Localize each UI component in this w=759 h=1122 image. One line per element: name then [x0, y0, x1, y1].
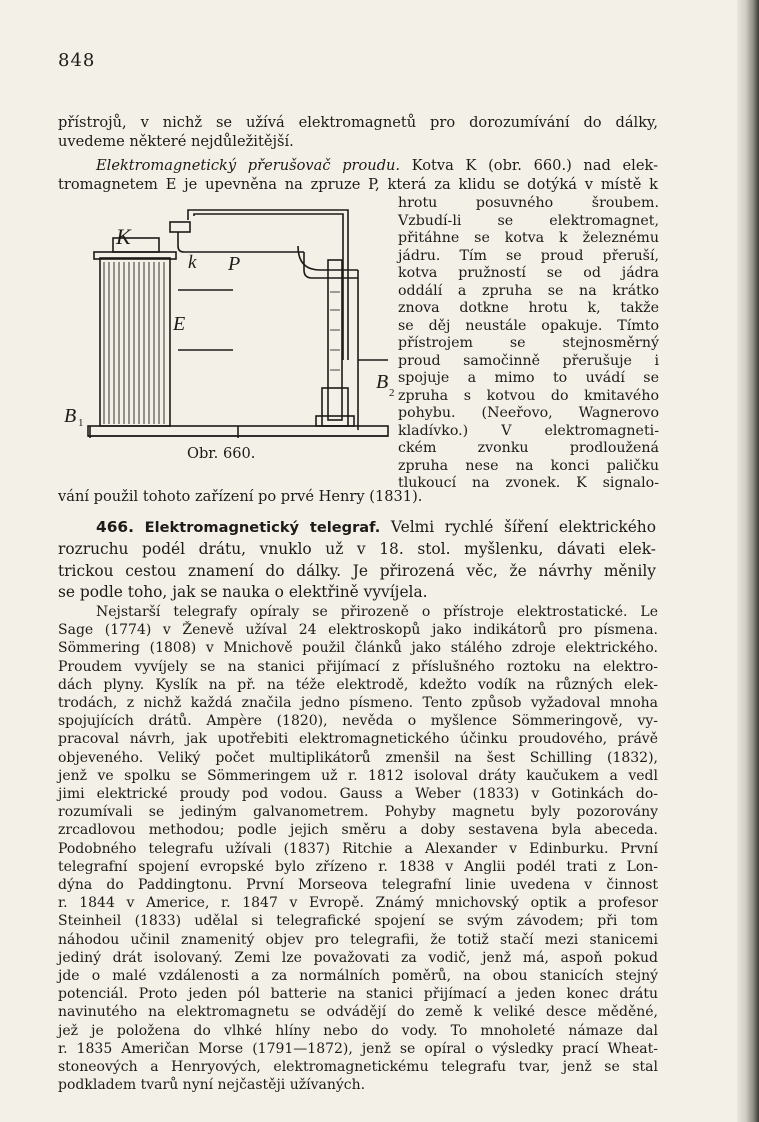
- text-line: Nejstarší telegrafy opíraly se přirozeně o přístroje elektrostatické. Le: [96, 604, 658, 620]
- text-line: Podobného telegrafu užívali (1837) Ritchie a Alexander v Edinburku. První: [58, 840, 658, 857]
- text-line: oddálí a zpruha se na krátko: [398, 282, 659, 299]
- text-line: kladívko.) V elektromagneti-: [398, 422, 659, 439]
- text-line: trodách, z nichž každá značila jedno písmeno. Tento způsob vyžadoval mnoha: [58, 695, 658, 712]
- text-line: Proudem vyvíjely se na stanici přijímací z příslušného roztoku na elektro-: [58, 658, 658, 675]
- text-line: objeveného. Veliký počet multiplikátorů zmenšil na šest Schilling (1832),: [58, 749, 658, 766]
- figure-label-k: k: [188, 252, 197, 273]
- text-line: proud samočinně přerušuje i: [398, 352, 659, 369]
- interrupter-heading-lines: [58, 156, 658, 194]
- figure-caption: Obr. 660.: [187, 445, 256, 462]
- text-line: Sage (1774) v Ženevě užíval 24 elektroskopů jako indikátorů pro písmena.: [58, 622, 658, 639]
- text-line: tromagnetem E je upevněna na zpruze P, která za klidu se dotýká v místě k: [58, 176, 658, 193]
- text-line: dýna do Paddingtonu. První Morseova telegrafní linie uvedena v činnost: [58, 877, 658, 894]
- text-line: se podle toho, jak se nauka o elektřině vyvíjela.: [58, 583, 428, 601]
- text-line: zpruha nese na konci paličku: [398, 457, 659, 474]
- text-line: hrotu posuvného šroubem.: [398, 195, 659, 211]
- text-line: přitáhne se kotva k železnému: [398, 230, 659, 246]
- section-466: [96, 517, 656, 539]
- section-title: Elektromagnetický telegraf.: [144, 519, 381, 536]
- text-line: Vzbudí-li se elektromagnet,: [398, 212, 659, 229]
- text-line: telegrafní spojení evropské bylo zřízeno r. 1838 v Anglii podél trati z Lon-: [58, 858, 658, 875]
- text-line: dách plyny. Kyslík na př. na téže elektrodě, kdežto vodík na různých elek-: [58, 676, 658, 693]
- text-line: vání použil tohoto zařízení po prvé Henry (1831).: [58, 488, 423, 505]
- text-line: spojuje a mimo to uvádí se: [398, 370, 659, 386]
- text-line: jádru. Tím se proud přeruší,: [398, 247, 659, 264]
- text-line: jde o malé vzdálenosti a za normálních poměrů, na obou stanicích stejný: [58, 968, 658, 985]
- text-line: [96, 517, 656, 539]
- text-line: jež je položena do vlhké hlíny nebo do vody. To mnoholeté námaze dal: [58, 1022, 658, 1039]
- text-line: zpruha s kotvou do kmitavého: [398, 387, 659, 404]
- figure-660-interrupter-diagram: [58, 200, 398, 480]
- text-line: přístrojů, v nichž se užívá elektromagnetů pro dorozumívání do dálky,: [58, 114, 658, 131]
- text-line: jenž ve spolku se Sömmeringem už r. 1812 isoloval dráty kaučukem a vedl: [58, 767, 658, 784]
- interrupter-wrap-text: [398, 195, 659, 493]
- text-line: uvedeme některé nejdůležitější.: [58, 133, 294, 150]
- text-line: trickou cestou znamení do dálky. Je přirozená věc, že návrhy měnily: [58, 561, 656, 580]
- intro-paragraph: [58, 113, 658, 151]
- figure-label-B2: B: [376, 371, 389, 393]
- text-line: potenciál. Proto jeden pól batterie na stanici přijímací a jeden konec drátu: [58, 986, 658, 1003]
- text-line: náhodou učinil znamenitý objev pro telegrafii, že totiž stačí mezi stanicemi: [58, 931, 658, 948]
- telegraph-history-paragraph: [58, 603, 658, 1094]
- figure-label-K: K: [116, 224, 131, 249]
- text-fragment: Velmi rychlé šíření elektrického: [390, 518, 656, 536]
- page-number: 848: [58, 50, 96, 71]
- text-line: navinutého na elektromagnetu se odvádějí do země k veliké desce měděné,: [58, 1004, 658, 1021]
- text-line: zrcadlovou methodou; podle jejich směru a doby sestavena byla abeceda.: [58, 822, 658, 839]
- text-line: Sömmering (1808) v Mnichově použil článků jako stálého zdroje elektrického.: [58, 640, 658, 657]
- text-line: rozruchu podél drátu, vnuklo už v 18. stol. myšlenku, dávati elek-: [58, 540, 656, 558]
- text-line: jediný drát isolovaný. Zemi lze považovati za vodič, jenž má, aspoň pokud: [58, 949, 658, 966]
- figure-label-B1: B: [64, 405, 77, 427]
- text-fragment: Kotva K (obr. 660.) nad elek-: [411, 157, 659, 174]
- text-line: jimi elektrické proudy pod vodou. Gauss a Weber (1833) v Gotinkách do-: [58, 786, 658, 803]
- page-edge-shadow: [737, 0, 759, 1122]
- section-466-body: [58, 539, 656, 604]
- text-line: kotva pružností se od jádra: [398, 265, 659, 281]
- figure-label-P: P: [228, 253, 241, 275]
- text-line: tlukoucí na zvonek. K signalo-: [398, 475, 659, 491]
- text-line: rozumívali se jediným galvanometrem. Pohyby magnetu byly pozorovány: [58, 804, 658, 821]
- text-line: Steinheil (1833) udělal si telegrafické spojení se svým závodem; při tom: [58, 913, 658, 930]
- figure-label-B2-sub: 2: [389, 387, 395, 399]
- section-number: 466.: [96, 518, 134, 536]
- figure-label-B1-sub: 1: [78, 417, 84, 429]
- text-line: ckém zvonku prodloužená: [398, 440, 659, 456]
- text-line: spojujících drátů. Ampère (1820), nevěda o myšlence Sömmeringově, vy-: [58, 713, 658, 730]
- text-line: přístrojem se stejnosměrný: [398, 335, 659, 351]
- text-line: pohybu. (Neeřovo, Wagnerovo: [398, 405, 659, 421]
- interrupter-title: Elektromagnetický přerušovač proudu.: [96, 157, 401, 174]
- text-line: r. 1835 Američan Morse (1791—1872), jenž se opíral o výsledky prací Wheat-: [58, 1040, 658, 1057]
- text-line: [58, 156, 658, 175]
- text-line: znova dotkne hrotu k, takže: [398, 300, 659, 316]
- text-line: podkladem tvarů nyní nejčastěji užívaných.: [58, 1077, 366, 1094]
- text-line: r. 1844 v Americe, r. 1847 v Evropě. Známý mnichovský optik a profesor: [58, 895, 658, 912]
- text-line: pracoval návrh, jak upotřebiti elektromagnetického účinku proudového, právě: [58, 731, 658, 748]
- text-line: stoneových a Henryových, elektromagnetickému telegrafu tvar, jenž se stal: [58, 1059, 658, 1076]
- interrupter-closing: [58, 487, 658, 506]
- figure-label-E: E: [173, 313, 186, 335]
- text-line: se děj neustále opakuje. Tímto: [398, 317, 659, 334]
